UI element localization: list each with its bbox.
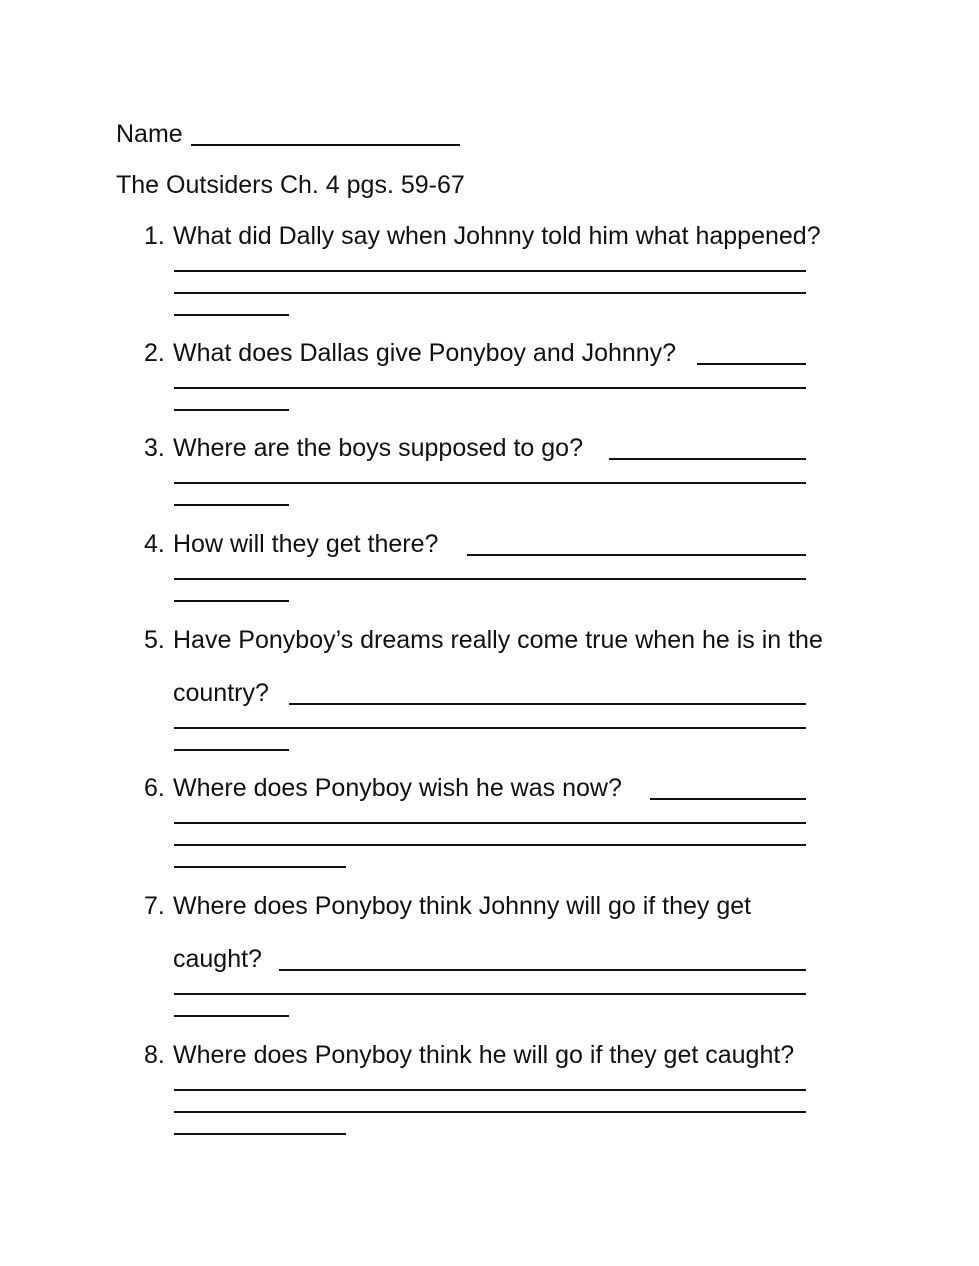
question-number: 4. [144, 530, 165, 558]
answer-line[interactable] [174, 727, 806, 729]
answer-line[interactable] [697, 363, 806, 365]
answer-line[interactable] [174, 1111, 806, 1113]
question-text-continued: caught? [173, 945, 262, 973]
answer-line[interactable] [174, 1133, 346, 1135]
answer-line[interactable] [174, 578, 806, 580]
answer-line[interactable] [174, 387, 806, 389]
answer-line[interactable] [174, 1015, 289, 1017]
question-number: 1. [144, 222, 165, 250]
question-number: 6. [144, 774, 165, 802]
question-text: Where does Ponyboy wish he was now? [173, 774, 622, 802]
answer-line[interactable] [174, 409, 289, 411]
question-text-continued: country? [173, 679, 269, 707]
question-text: How will they get there? [173, 530, 439, 558]
answer-line[interactable] [650, 798, 806, 800]
answer-line[interactable] [174, 993, 806, 995]
question-text: Have Ponyboy’s dreams really come true when he is in the [173, 626, 823, 654]
question-text: What did Dally say when Johnny told him what happened? [173, 222, 821, 250]
name-label: Name [116, 120, 183, 148]
answer-line[interactable] [609, 458, 806, 460]
answer-line[interactable] [174, 822, 806, 824]
question-number: 7. [144, 892, 165, 920]
answer-line[interactable] [174, 482, 806, 484]
answer-line[interactable] [174, 1089, 806, 1091]
question-text: Where does Ponyboy think he will go if they get caught? [173, 1041, 795, 1069]
question-number: 5. [144, 626, 165, 654]
answer-line[interactable] [174, 749, 289, 751]
question-number: 2. [144, 339, 165, 367]
name-answer-line[interactable] [191, 144, 460, 146]
answer-line[interactable] [279, 969, 806, 971]
answer-line[interactable] [174, 292, 806, 294]
answer-line[interactable] [467, 554, 806, 556]
answer-line[interactable] [289, 703, 806, 705]
question-number: 8. [144, 1041, 165, 1069]
worksheet-subtitle: The Outsiders Ch. 4 pgs. 59-67 [116, 171, 465, 199]
answer-line[interactable] [174, 866, 346, 868]
answer-line[interactable] [174, 270, 806, 272]
answer-line[interactable] [174, 844, 806, 846]
answer-line[interactable] [174, 314, 289, 316]
answer-line[interactable] [174, 600, 289, 602]
answer-line[interactable] [174, 504, 289, 506]
question-text: Where does Ponyboy think Johnny will go if they get [173, 892, 752, 920]
question-text: Where are the boys supposed to go? [173, 434, 583, 462]
question-number: 3. [144, 434, 165, 462]
question-text: What does Dallas give Ponyboy and Johnny? [173, 339, 677, 367]
